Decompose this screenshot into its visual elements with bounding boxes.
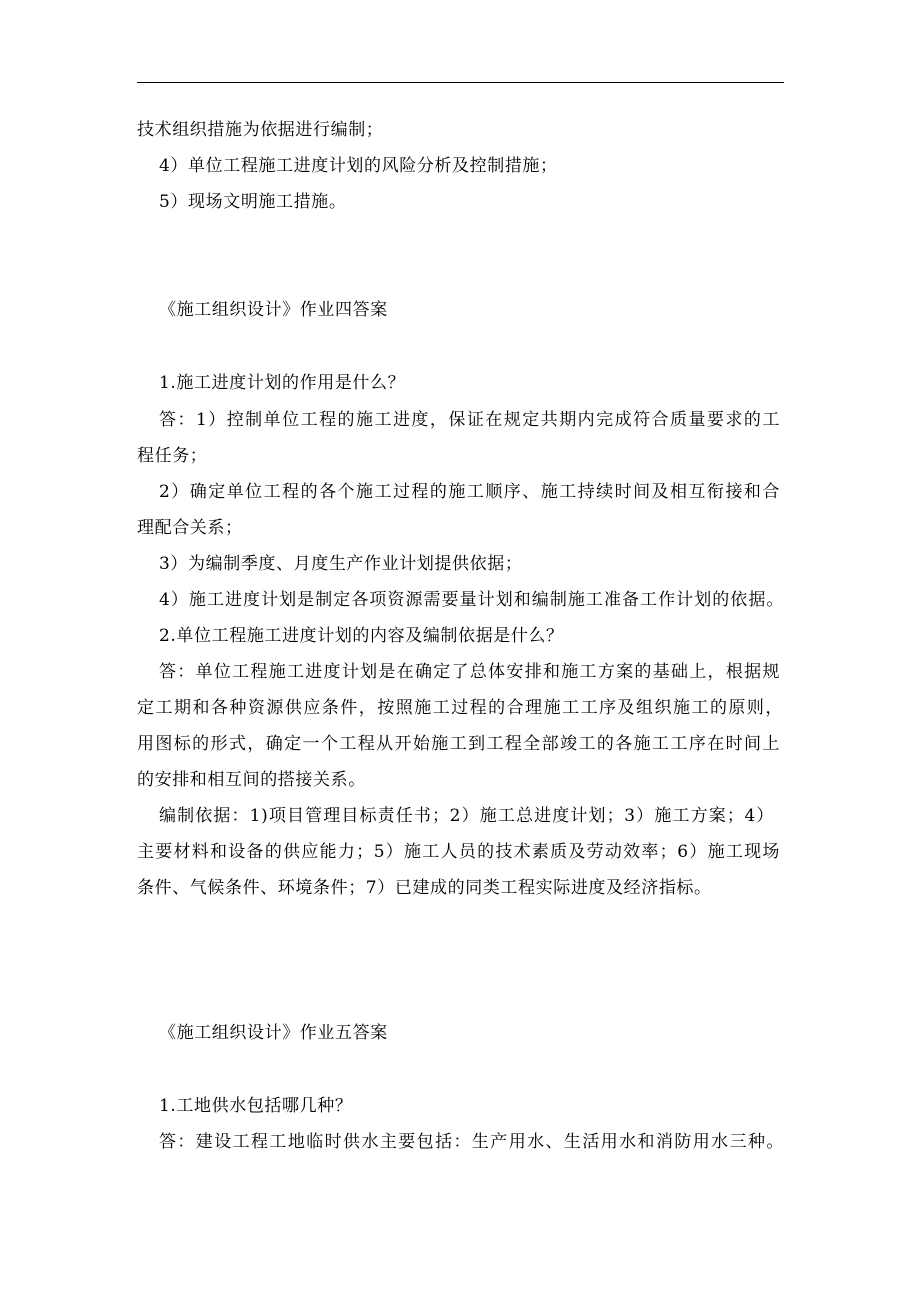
text-line: 答：1）控制单位工程的施工进度，保证在规定共期内完成符合质量要求的工 xyxy=(159,410,780,430)
text-line: 答：单位工程施工进度计划是在确定了总体安排和施工方案的基础上，根据规 xyxy=(159,662,780,682)
text-line: 程任务； xyxy=(137,446,208,466)
text-line: 技术组织措施为依据进行编制； xyxy=(137,120,384,140)
text-line: 4）单位工程施工进度计划的风险分析及控制措施； xyxy=(159,156,558,176)
text-line: 定工期和各种资源供应条件，按照施工过程的合理施工工序及组织施工的原则， xyxy=(137,698,783,718)
text-line: 的安排和相互间的搭接关系。 xyxy=(137,770,366,790)
text-line: 用图标的形式，确定一个工程从开始施工到工程全部竣工的各施工工序在时间上 xyxy=(137,734,780,754)
section-heading: 《施工组织设计》作业五答案 xyxy=(159,1023,388,1043)
header-rule xyxy=(137,82,784,83)
text-line: 5）现场文明施工措施。 xyxy=(159,192,347,212)
text-line: 编制依据：1)项目管理目标责任书；2）施工总进度计划；3）施工方案；4） xyxy=(159,806,774,826)
text-line: 答：建设工程工地临时供水主要包括：生产用水、生活用水和消防用水三种。 xyxy=(159,1132,784,1152)
text-line: 主要材料和设备的供应能力；5）施工人员的技术素质及劳动效率；6）施工现场 xyxy=(137,842,780,862)
text-line: 3）为编制季度、月度生产作业计划提供依据； xyxy=(159,554,523,574)
question: 1.工地供水包括哪几种？ xyxy=(159,1096,353,1116)
question: 2.单位工程施工进度计划的内容及编制依据是什么？ xyxy=(159,626,564,646)
text-line: 4）施工进度计划是制定各项资源需要量计划和编制施工准备工作计划的依据。 xyxy=(159,590,784,610)
question: 1.施工进度计划的作用是什么？ xyxy=(159,373,406,393)
text-line: 条件、气候条件、环境条件；7）已建成的同类工程实际进度及经济指标。 xyxy=(137,878,712,898)
text-line: 理配合关系； xyxy=(137,518,243,538)
section-heading: 《施工组织设计》作业四答案 xyxy=(159,300,388,320)
text-line: 2）确定单位工程的各个施工过程的施工顺序、施工持续时间及相互衔接和合 xyxy=(159,482,780,502)
